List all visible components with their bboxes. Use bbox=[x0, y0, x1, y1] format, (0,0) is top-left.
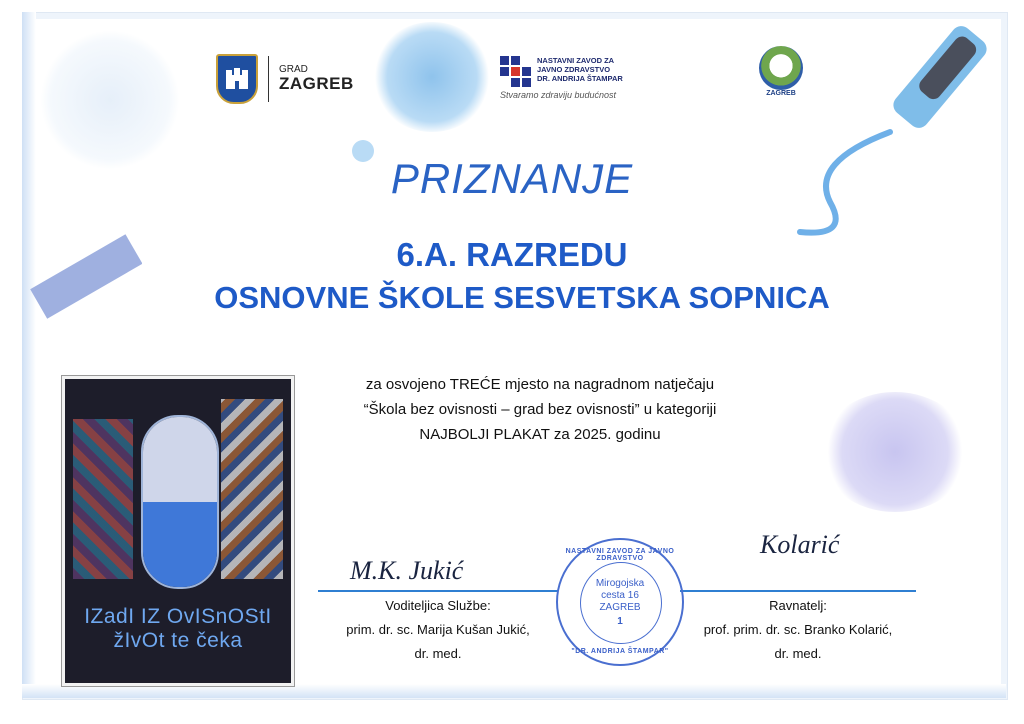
left-role: Voditeljica Službe: bbox=[385, 598, 491, 613]
right-signature-line bbox=[680, 590, 916, 592]
right-role: Ravnatelj: bbox=[769, 598, 827, 613]
zagreb-label: ZAGREB bbox=[279, 74, 354, 94]
poster-slogan-line-1: IZadI IZ OvISnOStI bbox=[84, 605, 272, 628]
right-name: prof. prim. dr. sc. Branko Kolarić, bbox=[703, 622, 893, 637]
frame-bottom-band bbox=[22, 684, 1006, 698]
left-name: prim. dr. sc. Marija Kušan Jukić, bbox=[346, 622, 530, 637]
splash-top-center bbox=[372, 22, 492, 132]
official-stamp bbox=[556, 538, 684, 666]
poster-doodle-right bbox=[221, 399, 283, 579]
award-description bbox=[290, 372, 790, 447]
crayon-icon bbox=[770, 12, 1010, 242]
zagreb-apple-icon bbox=[759, 46, 803, 90]
award-line-1: za osvojeno TREĆE mjesto na nagradnom natječaju bbox=[365, 376, 715, 393]
zagreb-coat-of-arms-icon bbox=[216, 54, 258, 104]
recipient-class: 6.A. RAZREDU bbox=[396, 236, 628, 273]
grad-label: GRAD bbox=[279, 64, 308, 76]
recipient-school: OSNOVNE ŠKOLE SESVETSKA SOPNICA bbox=[214, 280, 830, 315]
award-line-2: “Škola bez ovisnosti – grad bez ovisnosti” u kategoriji bbox=[363, 401, 717, 418]
stamp-arc-top: NASTAVNI ZAVOD ZA JAVNO ZDRAVSTVO bbox=[565, 548, 675, 562]
logo-divider bbox=[268, 56, 269, 102]
left-signature-line bbox=[318, 590, 558, 592]
right-signature: Kolarić bbox=[760, 530, 840, 559]
zavod-name-line-2: JAVNO ZDRAVSTVO bbox=[537, 65, 611, 74]
poster-slogan-line-2: žIvOt te čeka bbox=[113, 629, 243, 652]
stamp-line-1: Mirogojska bbox=[595, 578, 645, 589]
stamp-number: 1 bbox=[617, 616, 623, 627]
zavod-name-line-3: DR. ANDRIJA ŠTAMPAR bbox=[537, 74, 623, 83]
splash-top-left bbox=[40, 30, 180, 170]
zavod-name-line-1: NASTAVNI ZAVOD ZA bbox=[537, 56, 615, 65]
award-line-3: NAJBOLJI PLAKAT za 2025. godinu bbox=[419, 426, 661, 443]
left-title: dr. med. bbox=[414, 646, 462, 661]
left-signature: M.K. Jukić bbox=[350, 556, 464, 585]
winning-poster-image bbox=[62, 376, 294, 686]
grad-zagreb-logo bbox=[216, 54, 354, 104]
certificate-title: PRIZNANJE bbox=[390, 155, 634, 202]
zagreb-apple-label: ZAGREB bbox=[766, 90, 796, 97]
zagreb-apple-logo bbox=[756, 46, 806, 97]
zavod-motto: Stvaramo zdraviju budućnost bbox=[500, 90, 617, 100]
right-title: dr. med. bbox=[774, 646, 822, 661]
left-signatory bbox=[318, 594, 558, 666]
zavod-logo bbox=[500, 56, 630, 100]
zavod-grid-icon bbox=[500, 56, 531, 87]
stamp-line-3: ZAGREB bbox=[599, 602, 641, 613]
poster-doodle-left bbox=[73, 419, 133, 579]
right-signatory bbox=[680, 594, 916, 666]
frame-left-band bbox=[22, 12, 36, 698]
splash-right-lilac bbox=[820, 392, 970, 512]
stamp-line-2: cesta 16 bbox=[601, 590, 639, 601]
stamp-arc-bottom: "DR. ANDRIJA ŠTAMPAR" bbox=[571, 648, 669, 655]
capsule-icon bbox=[141, 415, 219, 589]
